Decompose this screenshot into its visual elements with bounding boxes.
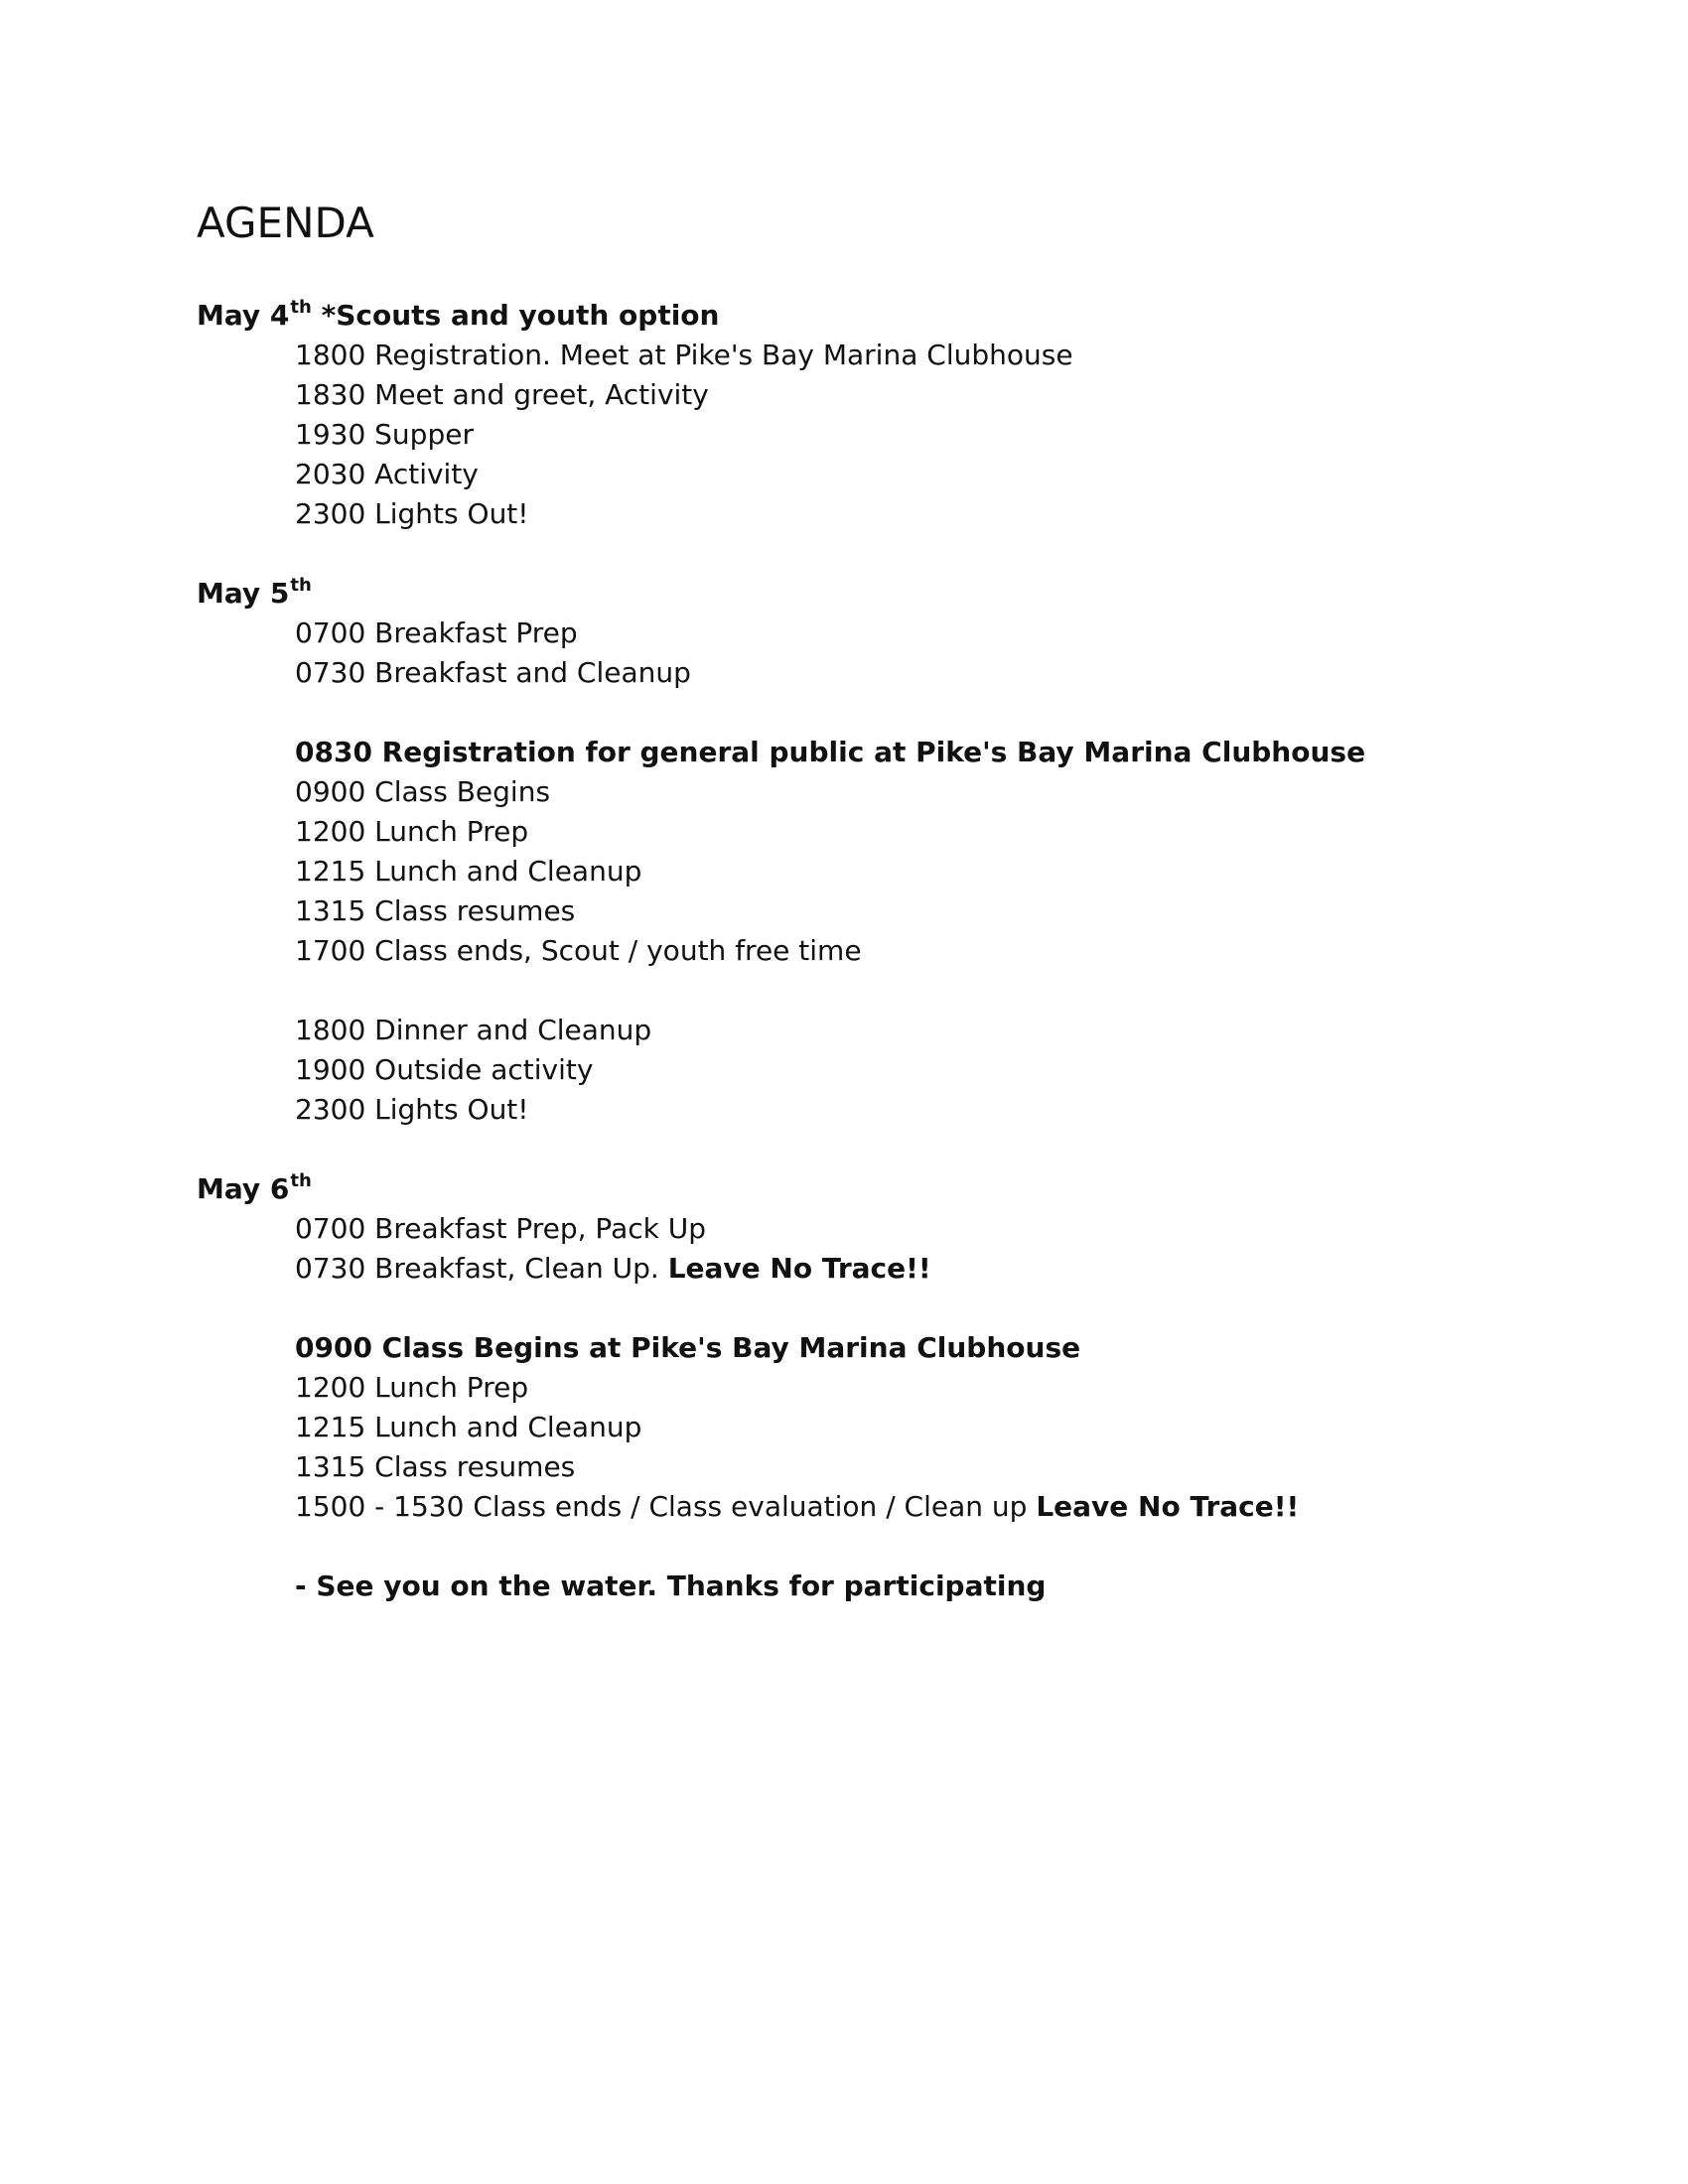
- day-date: May 4: [197, 299, 290, 332]
- breakfast-text: 0730 Breakfast, Clean Up.: [295, 1252, 659, 1285]
- public-registration-line: 0830 Registration for general public at Pike's Bay Marina Clubhouse: [295, 736, 1366, 768]
- list-item: 1315 Class resumes: [295, 1450, 576, 1483]
- leave-no-trace-emphasis: Leave No Trace!!: [667, 1252, 931, 1285]
- list-item: 1930 Supper: [295, 418, 474, 451]
- list-item: 0700 Breakfast Prep, Pack Up: [295, 1212, 706, 1245]
- list-item: 2300 Lights Out!: [295, 1093, 529, 1126]
- day-heading-may-4: [197, 296, 719, 336]
- list-item: 1215 Lunch and Cleanup: [295, 855, 642, 887]
- footer-message: - See you on the water. Thanks for participating: [295, 1570, 1047, 1602]
- list-item: 2300 Lights Out!: [295, 497, 529, 530]
- list-item: 0700 Breakfast Prep: [295, 616, 578, 649]
- list-item: 1200 Lunch Prep: [295, 815, 529, 848]
- list-item: 1315 Class resumes: [295, 894, 576, 927]
- day-date-suffix: th: [290, 1169, 312, 1191]
- closing-text: 1500 - 1530 Class ends / Class evaluation / Clean up: [295, 1490, 1028, 1523]
- day-date: May 5: [197, 577, 290, 610]
- list-item: 1200 Lunch Prep: [295, 1371, 529, 1404]
- list-item: 2030 Activity: [295, 458, 479, 490]
- day-heading-may-5: [197, 574, 312, 614]
- list-item: 1700 Class ends, Scout / youth free time: [295, 934, 862, 967]
- list-item: 1900 Outside activity: [295, 1053, 594, 1086]
- list-item: [295, 1249, 931, 1289]
- list-item: 1215 Lunch and Cleanup: [295, 1411, 642, 1443]
- page-title: AGENDA: [197, 199, 374, 247]
- list-item: 0900 Class Begins: [295, 775, 551, 808]
- day-date: May 6: [197, 1172, 290, 1205]
- list-item: 1800 Registration. Meet at Pike's Bay Marina Clubhouse: [295, 339, 1073, 371]
- day-date-suffix: th: [290, 574, 312, 596]
- list-item: 0730 Breakfast and Cleanup: [295, 656, 691, 689]
- list-item: 1800 Dinner and Cleanup: [295, 1014, 652, 1046]
- day-note: *Scouts and youth option: [321, 299, 720, 332]
- class-begins-line: 0900 Class Begins at Pike's Bay Marina Clubhouse: [295, 1331, 1081, 1364]
- list-item: [295, 1487, 1299, 1527]
- day-heading-may-6: [197, 1169, 312, 1209]
- day-date-suffix: th: [290, 296, 312, 318]
- leave-no-trace-emphasis: Leave No Trace!!: [1036, 1490, 1300, 1523]
- list-item: 1830 Meet and greet, Activity: [295, 378, 709, 411]
